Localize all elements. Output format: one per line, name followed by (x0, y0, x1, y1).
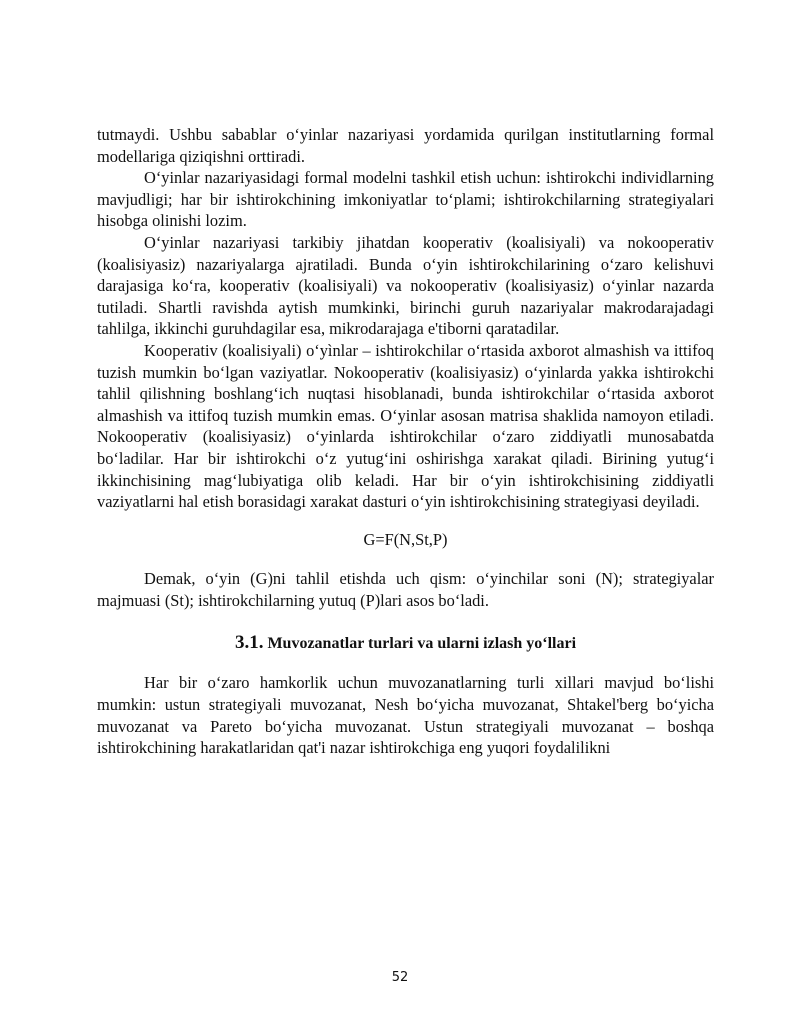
paragraph-cooperative-games: Kooperativ (koalisiyali) o‘yìnlar – ishtirokchilar o‘rtasida axborot almashish va ittifoq tuzish mumkin bo‘lgan vaziyatlar. Nokooperativ (koalisiyasiz) o‘yinlarda yakka ishtirokchi tahlil qilishning boshlang‘ich nuqtasi hisoblanadi, bunda ishtirokchilar o‘rtasida axborot almashish va ittifoq tuzish mumkin emas. O‘yinlar asosan matrisa shaklida namoyon etiladi. Nokooperativ (koalisiyasiz) o‘yinlarda ishtirokchilar o‘zaro ziddiyatli munosabatda bo‘ladilar. Har bir ishtirokchi o‘z yutug‘ini oshirishga xarakat qiladi. Birining yutug‘i ikkinchisining mag‘lubiyatiga olib keladi. Har bir o‘yin ishtirokchisining ziddiyatli vaziyatlarni hal etish borasidagi xarakat dasturi o‘yin ishtirokchisining strategiyasi deyiladi. (97, 340, 714, 512)
page-content (97, 124, 714, 759)
paragraph-cooperative-theory: O‘yinlar nazariyasi tarkibiy jihatdan kooperativ (koalisiyali) va nokooperativ (koalisiyasiz) nazariyalarga ajratiladi. Bunda o‘yin ishtirokchilarining o‘zaro kelishuvi darajasiga ko‘ra, kooperativ (koalisiyali) va nokooperativ (koalisiyasiz) o‘yinlar nazarda tutiladi. Shartli ravishda aytish mumkinki, birinchi guruh nazariyalar makrodarajadagi tahlilga, ikkinchi guruhdagilar esa, mikrodarajaga e'tiborni qaratadilar. (97, 232, 714, 339)
paragraph-formal-model: O‘yinlar nazariyasidagi formal modelni tashkil etish uchun: ishtirokchi individlarning mavjudligi; har bir ishtirokchining imkoniyatlar to‘plami; ishtirokchilarning strategiyalari hisobga olinishi lozim. (97, 168, 714, 231)
paragraph-continuation: tutmaydi. Ushbu sabablar o‘yinlar nazariyasi yordamida qurilgan institutlarning formal modellariga qiziqishni orttiradi. (97, 125, 714, 166)
paragraph-equilibrium-types: Har bir o‘zaro hamkorlik uchun muvozanatlarning turli xillari mavjud bo‘lishi mumkin: ustun strategiyali muvozanat, Nesh bo‘yicha muvozanat, Shtakel'berg bo‘yicha muvozanat va Pareto bo‘yicha muvozanat. Ustun strategiyali muvozanat – boshqa ishtirokchining harakatlaridan qat'i nazar ishtirokchiga eng yuqori foydalilikni (97, 673, 714, 758)
section-title: Muvozanatlar turlari va ularni izlash yo‘llari (267, 635, 577, 653)
page-number: 52 (391, 970, 409, 985)
section-number: 3.1. (234, 632, 264, 654)
section-heading (97, 632, 714, 655)
formula: G=F(N,St,P) (363, 529, 448, 549)
paragraph-game-analysis: Demak, o‘yin (G)ni tahlil etishda uch qism: o‘yinchilar soni (N); strategiyalar majmuasi (St); ishtirokchilarning yutuq (P)lari asos bo‘ladi. (97, 569, 714, 610)
